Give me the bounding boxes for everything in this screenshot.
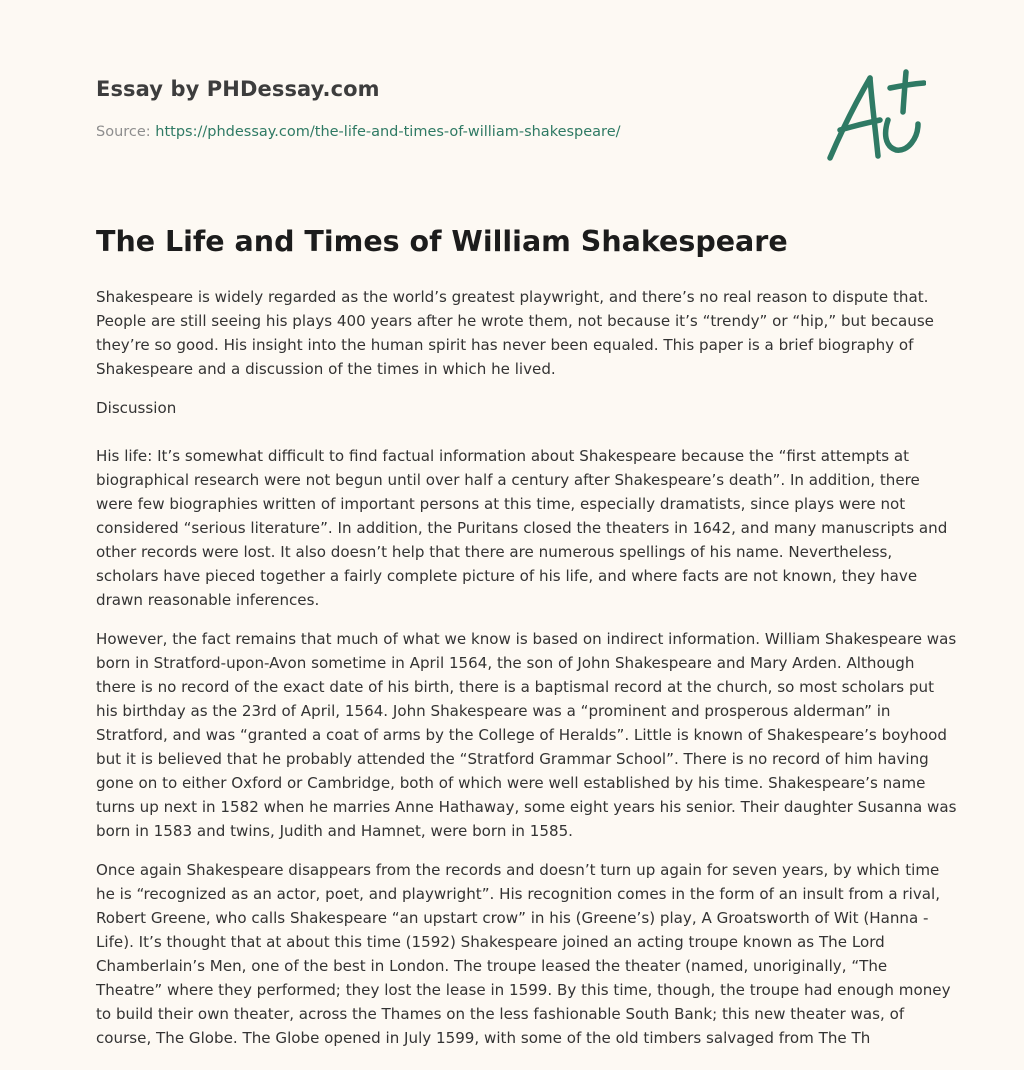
source-label: Source: [96,124,156,140]
essay-body [96,285,958,1065]
intro-paragraph: Shakespeare is widely regarded as the world’s greatest playwright, and there’s no real reason to dispute that. People are still seeing his plays 400 years after he wrote them, not because it’s “trendy” or “hip,” but because they’re so good. His insight into the human spirit has never been equaled. This paper is a brief biography of Shakespeare and a discussion of the times in which he lived. [96,288,934,378]
source-line [96,124,621,140]
site-name: Essay by PHDessay.com [96,77,380,101]
essay-title: The Life and Times of William Shakespeare [96,225,788,258]
body-paragraph: However, the fact remains that much of what we know is based on indirect information. William Shakespeare was born in Stratford-upon-Avon sometime in April 1564, the son of John Shakespeare and Mary Arden. Although there is no record of the exact date of his birth, there is a baptismal record at the church, so most scholars put his birthday as the 23rd of April, 1564. John Shakespeare was a “prominent and prosperous alderman” in Stratford, and was “granted a coat of arms by the College of Heralds”. Little is known of Shakespeare’s boyhood but it is believed that he probably attended the “Stratford Grammar School”. There is no record of him having gone on to either Oxford or Cambridge, both of which were well established by his time. Shakespeare’s name turns up next in 1582 when he marries Anne Hathaway, some eight years his senior. Their daughter Susanna was born in 1583 and twins, Judith and Hamnet, were born in 1585. [96,630,957,840]
a-plus-grade-icon [826,68,926,164]
body-paragraph: Once again Shakespeare disappears from the records and doesn’t turn up again for seven years, by which time he is “recognized as an actor, poet, and playwright”. His recognition comes in the form of an insult from a rival, Robert Greene, who calls Shakespeare “an upstart crow” in his (Greene’s) play, A Groatsworth of Wit (Hanna - Life). It’s thought that at about this time (1592) Shakespeare joined an acting troupe known as The Lord Chamberlain’s Men, one of the best in London. The troupe leased the theater (named, unoriginally, “The Theatre” where they performed; they lost the lease in 1599. By this time, though, the troupe had enough money to build their own theater, across the Thames on the less fashionable South Bank; this new theater was, of course, The Globe. The Globe opened in July 1599, with some of the old timbers salvaged from The Th [96,861,951,1047]
source-link[interactable]: https://phdessay.com/the-life-and-times-of-william-shakespeare/ [155,124,621,140]
body-paragraph: His life: It’s somewhat difficult to find factual information about Shakespeare because the “first attempts at biographical research were not begun until over half a century after Shakespeare’s death”. In addition, there were few biographies written of important persons at this time, especially dramatists, since plays were not considered “serious literature”. In addition, the Puritans closed the theaters in 1642, and many manuscripts and other records were lost. It also doesn’t help that there are numerous spellings of his name. Nevertheless, scholars have pieced together a fairly complete picture of his life, and where facts are not known, they have drawn reasonable inferences. [96,447,948,609]
section-heading: Discussion [96,399,177,417]
